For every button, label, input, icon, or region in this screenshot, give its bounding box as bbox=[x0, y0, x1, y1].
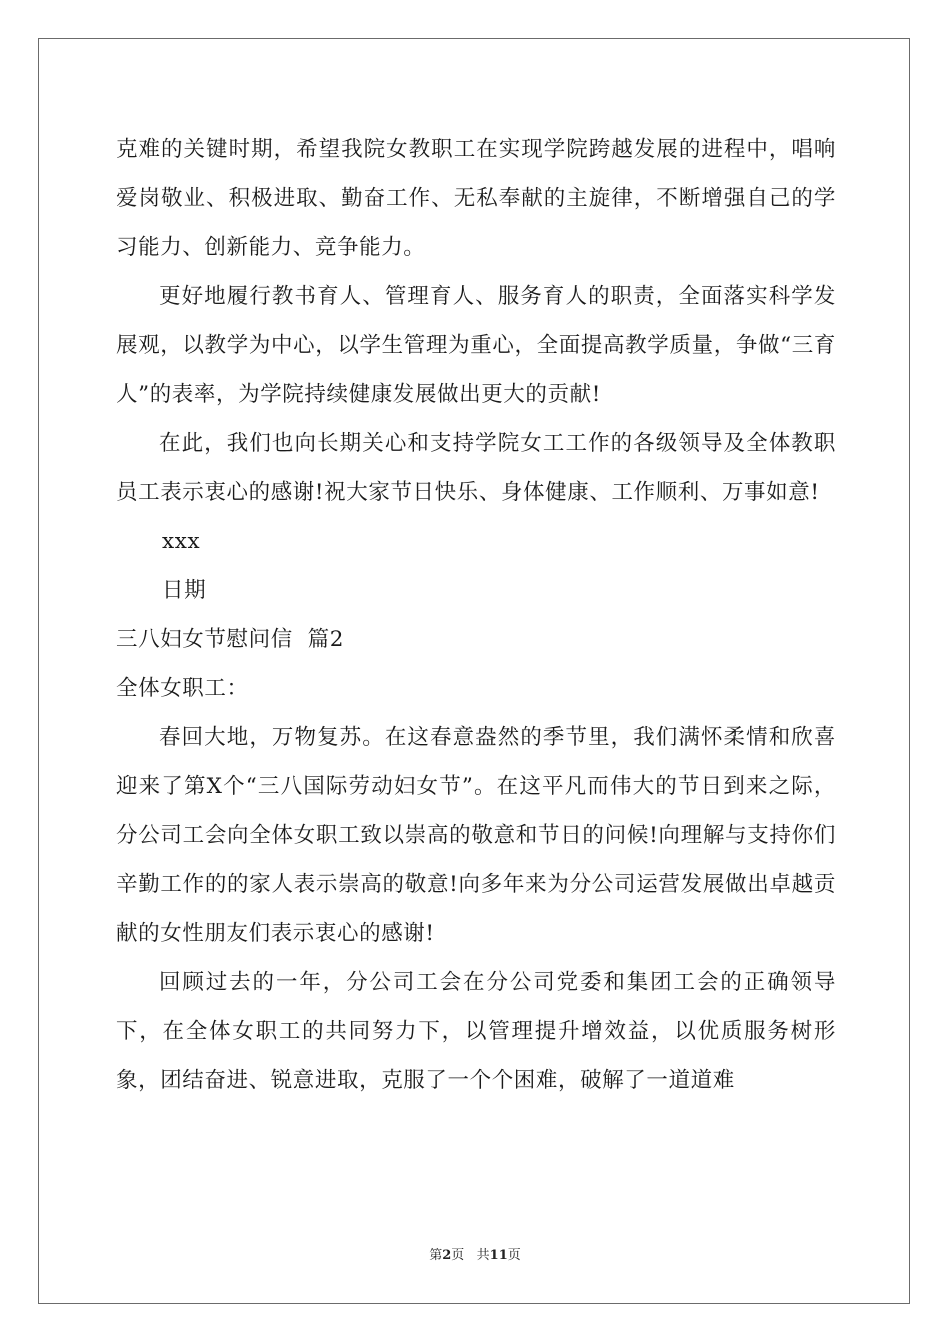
date-label: 日期 bbox=[162, 578, 207, 603]
paragraph-2: 更好地履行教书育人、管理育人、服务育人的职责，全面落实科学发展观，以教学为中心，以学生管理为重心，全面提高教学质量，争做“三育人”的表率，为学院持续健康发展做出更大的贡献! bbox=[116, 284, 836, 407]
paragraph-1: 克难的关键时期，希望我院女教职工在实现学院跨越发展的进程中，唱响爱岗敬业、积极进取、勤奋工作、无私奉献的主旋律，不断增强自己的学习能力、创新能力、竞争能力。 bbox=[116, 137, 836, 260]
footer-page-number: 2 bbox=[442, 1248, 452, 1263]
signature: xxx bbox=[162, 529, 201, 554]
paragraph-4: 春回大地，万物复苏。在这春意盎然的季节里，我们满怀柔情和欣喜迎来了第X个“三八国际劳动妇女节”。在这平凡而伟大的节日到来之际，分公司工会向全体女职工致以崇高的敬意和节日的问候!向理解与支持你们辛勤工作的的家人表示崇高的敬意!向多年来为分公司运营发展做出卓越贡献的女性朋友们表示衷心的感谢! bbox=[116, 725, 836, 946]
document-body bbox=[116, 125, 836, 1105]
paragraph-3: 在此，我们也向长期关心和支持学院女工工作的各级领导及全体教职员工表示衷心的感谢!祝大家节日快乐、身体健康、工作顺利、万事如意! bbox=[116, 431, 836, 505]
footer-mid: 页 共 bbox=[451, 1248, 490, 1263]
section-title: 三八妇女节慰问信 篇2 bbox=[116, 627, 345, 652]
paragraph-5: 回顾过去的一年，分公司工会在分公司党委和集团工会的正确领导下，在全体女职工的共同努力下，以管理提升增效益，以优质服务树形象，团结奋进、锐意进取，克服了一个个困难，破解了一道道难 bbox=[116, 970, 836, 1093]
footer-total-pages: 11 bbox=[489, 1248, 508, 1263]
footer-suffix: 页 bbox=[507, 1248, 521, 1263]
footer-prefix: 第 bbox=[429, 1248, 443, 1263]
page-footer bbox=[0, 1244, 950, 1263]
salutation: 全体女职工： bbox=[116, 676, 249, 701]
